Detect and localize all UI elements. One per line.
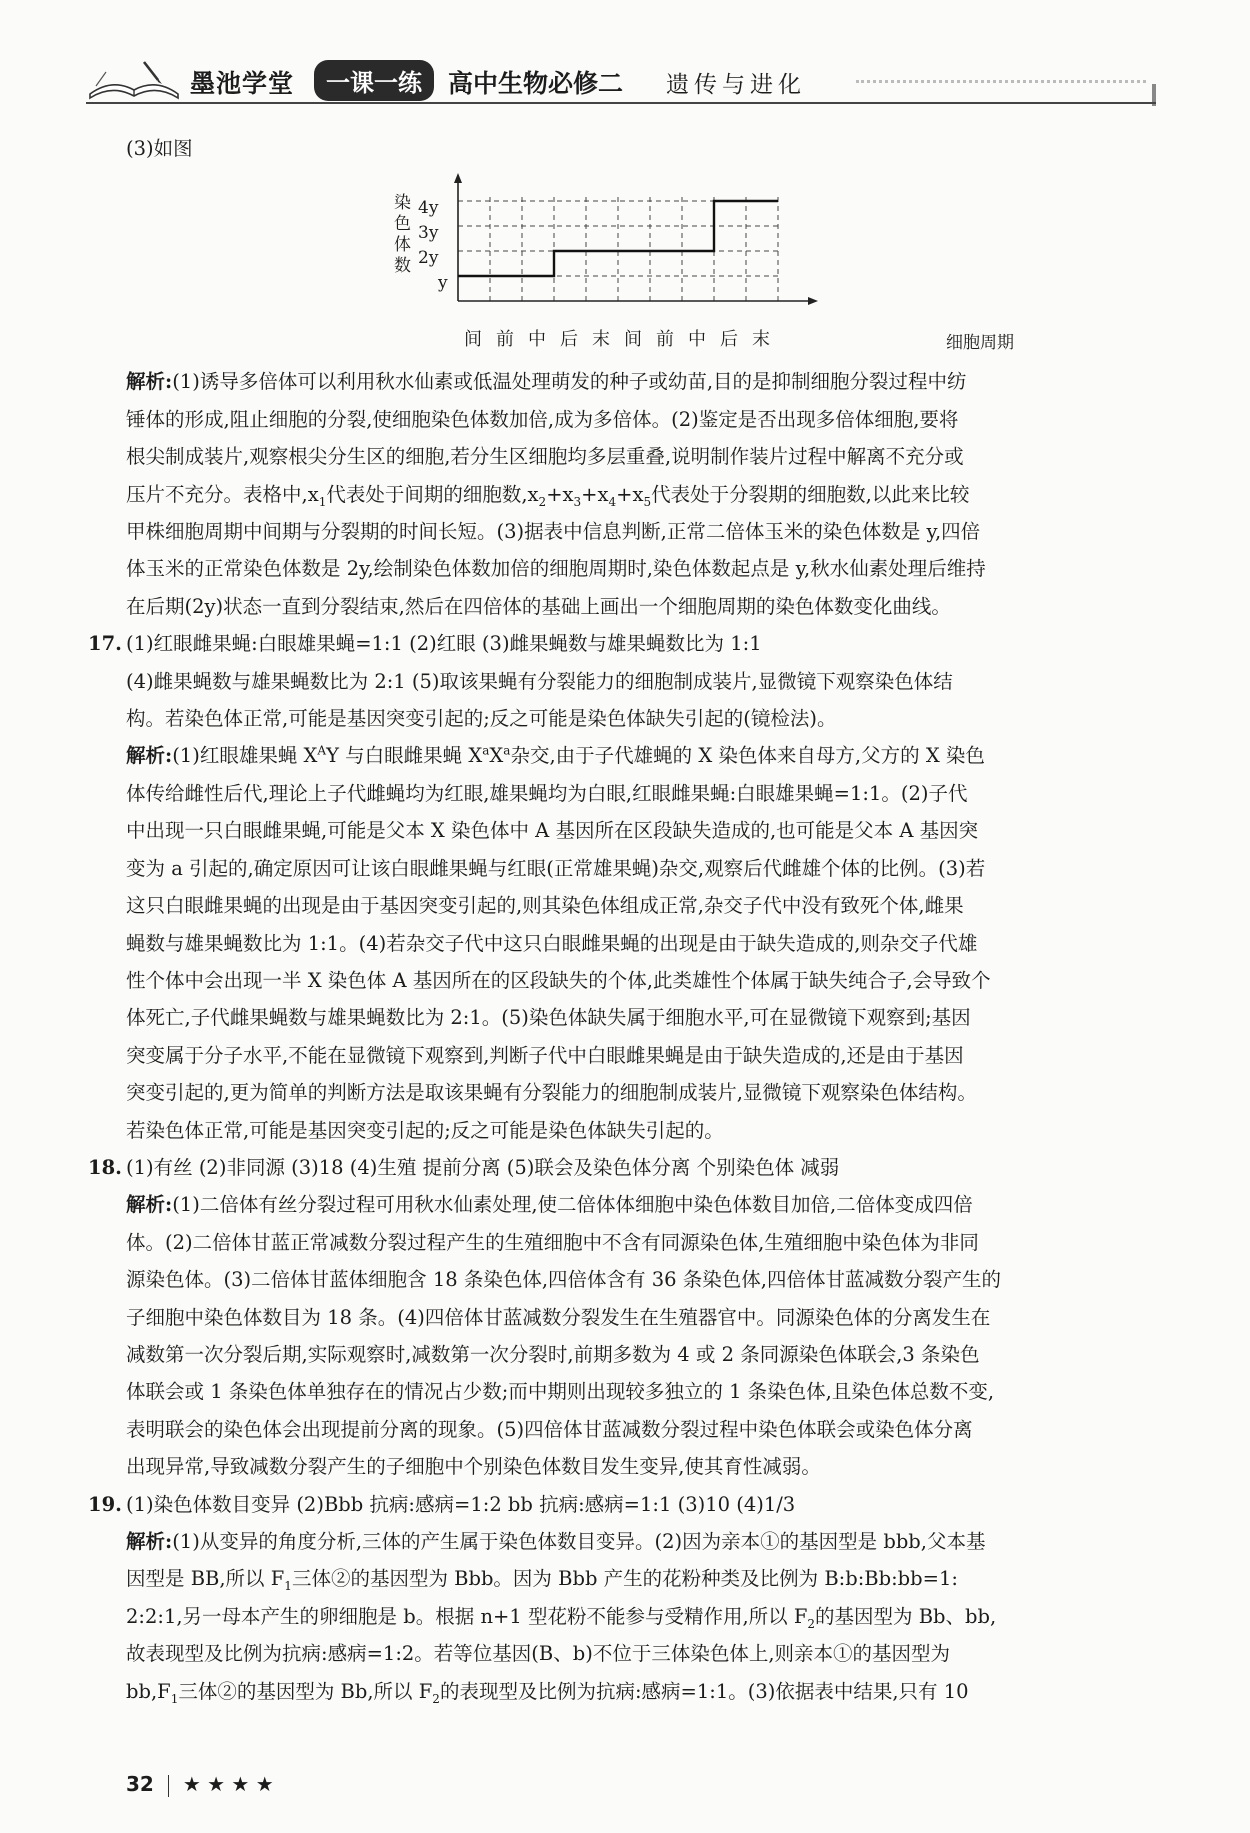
- header-rule: [86, 102, 1156, 104]
- text-line: 性个体中会出现一半 X 染色体 A 基因所在的区段缺失的个体,此类雄性个体属于缺失纯合子,会导致个: [126, 968, 991, 992]
- q19-answer: 19. (1)染色体数目变异 (2)Bbb 抗病:感病=1:2 bb 抗病:感病=1:1 (3)10 (4)1/3: [126, 1486, 1166, 1523]
- x-tick-label: 间: [464, 329, 482, 351]
- page-header: [86, 50, 1156, 106]
- page-content: [88, 130, 1166, 1710]
- footer-divider: [168, 1775, 169, 1797]
- page-footer: [126, 1772, 274, 1797]
- text-line: 因型是 BB,所以 $F_1$三体②的基因型为 Bbb。因为 Bbb 产生的花粉种类及比例为 B:b:Bb:bb=1:: [126, 1567, 958, 1594]
- x-tick-label: 间: [624, 329, 642, 351]
- q18-analysis: 解析:(1)二倍体有丝分裂过程可用秋水仙素处理,使二倍体体细胞中染色体数目加倍,二倍体变成四倍: [126, 1193, 973, 1217]
- text-line: 出现异常,导致减数分裂产生的子细胞中个别染色体数目发生变异,使其育性减弱。: [126, 1455, 821, 1479]
- y-tick-label: y: [438, 273, 448, 294]
- text-line: 根尖制成装片,观察根尖分生区的细胞,若分生区细胞均多层重叠,说明制作装片过程中解离不充分或: [126, 445, 964, 469]
- text-line: 这只白眼雌果蝇的出现是由于基因突变引起的,则其染色体组成正常,杂交子代中没有致死个体,雌果: [126, 894, 964, 918]
- y-tick-label: 2y: [418, 248, 439, 269]
- x-tick-label: 前: [656, 329, 674, 351]
- q17-answer: 17. (1)红眼雌果蝇:白眼雄果蝇=1:1 (2)红眼 (3)雌果蝇数与雄果蝇数比为 1:1: [126, 625, 1166, 662]
- x-tick-label: 中: [528, 329, 546, 351]
- text-line: 减数第一次分裂后期,实际观察时,减数第一次分裂时,前期多数为 4 或 2 条同源染色体联会,3 条染色: [126, 1342, 980, 1366]
- text-line: $bb,F_1$三体②的基因型为 Bb,所以 $F_2$的表现型及比例为抗病:感病=1:1。(3)依据表中结果,只有 10: [126, 1679, 969, 1706]
- page-number: 32: [126, 1772, 154, 1796]
- analysis-label: 解析:: [126, 744, 173, 768]
- course-subtitle: 遗传与进化: [666, 72, 806, 98]
- analysis-label: 解析:: [126, 1193, 173, 1217]
- x-tick-label: 后: [720, 329, 738, 351]
- brand-name: 墨池学堂: [190, 69, 295, 98]
- text-line: 突变属于分子水平,不能在显微镜下观察到,判断子代中白眼雌果蝇是由于缺失造成的,还是由于基因: [126, 1043, 964, 1067]
- text-line: 2:2:1,另一母本产生的卵细胞是 b。根据 n+1 型花粉不能参与受精作用,所以 $F_2$的基因型为 Bb、bb,: [126, 1604, 997, 1631]
- q17-analysis: 解析:(1)红眼雄果蝇 $X^AY$ 与白眼雌果蝇 $X^aX^a$杂交,由于子代雄蝇的 X 染色体来自母方,父方的 X 染色: [126, 743, 985, 768]
- text-line: 中出现一只白眼雌果蝇,可能是父本 X 染色体中 A 基因所在区段缺失造成的,也可能是父本 A 基因突: [126, 819, 979, 843]
- text-line: 突变引起的,更为简单的判断方法是取该果蝇有分裂能力的细胞制成装片,显微镜下观察染色体结构。: [126, 1081, 977, 1105]
- course-title: 高中生物必修二: [448, 69, 624, 98]
- difficulty-stars: ★ ★ ★ ★: [182, 1772, 274, 1796]
- y-axis-arrow-icon: [454, 173, 462, 183]
- text-line: 体玉米的正常染色体数是 2y,绘制染色体数加倍的细胞周期时,染色体数起点是 y,秋水仙素处理后维持: [126, 557, 986, 581]
- chart-x-label: 细胞周期: [946, 333, 1014, 354]
- chart-svg: [388, 173, 848, 359]
- x-tick-label: 后: [560, 329, 578, 351]
- text-line: 源染色体。(3)二倍体甘蓝体细胞含 18 条染色体,四倍体含有 36 条染色体,四倍体甘蓝减数分裂产生的: [126, 1268, 1001, 1292]
- text-line: 体传给雌性后代,理论上子代雌蝇均为红眼,雄果蝇均为白眼,红眼雌果蝇:白眼雄果蝇=1:1。(2)子代: [126, 781, 968, 805]
- chart-y-label: 染 色 体 数: [394, 193, 411, 277]
- text-line: 构。若染色体正常,可能是基因突变引起的;反之可能是染色体缺失引起的(镜检法)。: [126, 707, 837, 731]
- text-line: 子细胞中染色体数目为 18 条。(4)四倍体甘蓝减数分裂发生在生殖器官中。同源染色体的分离发生在: [126, 1305, 991, 1329]
- text-line: 蝇数与雄果蝇数比为 1:1。(4)若杂交子代中这只白眼雌果蝇的出现是由于缺失造成的,则杂交子代雄: [126, 931, 978, 955]
- book-pen-logo-icon: [86, 56, 182, 102]
- text-line: 锤体的形成,阻止细胞的分裂,使细胞染色体数加倍,成为多倍体。(2)鉴定是否出现多倍体细胞,要将: [126, 407, 959, 431]
- x-tick-label: 末: [592, 329, 610, 351]
- q18-answer: 18. (1)有丝 (2)非同源 (3)18 (4)生殖 提前分离 (5)联会及染色体分离 个别染色体 减弱: [126, 1149, 1166, 1186]
- text-line: 体。(2)二倍体甘蓝正常减数分裂过程产生的生殖细胞中不含有同源染色体,生殖细胞中染色体为非同: [126, 1230, 979, 1254]
- text-line: (4)雌果蝇数与雄果蝇数比为 2:1 (5)取该果蝇有分裂能力的细胞制成装片,显微镜下观察染色体结: [126, 669, 953, 693]
- chromosome-chart: [388, 173, 1014, 359]
- x-tick-label: 末: [752, 329, 770, 351]
- text-line: 体联会或 1 条染色体单独存在的情况占少数;而中期则出现较多独立的 1 条染色体,且染色体总数不变,: [126, 1380, 995, 1404]
- series-badge: 一课一练: [314, 60, 434, 101]
- text-line: 故表现型及比例为抗病:感病=1:2。若等位基因(B、b)不位于三体染色体上,则亲本①的基因型为: [126, 1642, 951, 1666]
- x-tick-label: 前: [496, 329, 514, 351]
- y-tick-label: 4y: [418, 198, 439, 219]
- text-line: 甲株细胞周期中间期与分裂期的时间长短。(3)据表中信息判断,正常二倍体玉米的染色体数是 y,四倍: [126, 520, 981, 544]
- q19-analysis: 解析:(1)从变异的角度分析,三体的产生属于染色体数目变异。(2)因为亲本①的基因型是 bbb,父本基: [126, 1530, 986, 1553]
- analysis-label: 解析:: [126, 1530, 173, 1553]
- analysis-label: 解析:: [126, 370, 173, 394]
- question-number: 19.: [88, 1492, 122, 1516]
- header-dotted-rule: [856, 80, 1146, 83]
- x-tick-label: 中: [688, 329, 706, 351]
- text-line: 表明联会的染色体会出现提前分离的现象。(5)四倍体甘蓝减数分裂过程中染色体联会或染色体分离: [126, 1417, 973, 1441]
- text-line: 变为 a 引起的,确定原因可让该白眼雌果蝇与红眼(正常雄果蝇)杂交,观察后代雌雄个体的比例。(3)若: [126, 856, 986, 880]
- y-tick-label: 3y: [418, 223, 439, 244]
- text-line: 若染色体正常,可能是基因突变引起的;反之可能是染色体缺失引起的。: [126, 1118, 724, 1142]
- text-line: 体死亡,子代雌果蝇数与雄果蝇数比为 2:1。(5)染色体缺失属于细胞水平,可在显微镜下观察到;基因: [126, 1006, 971, 1030]
- q16-analysis: 解析:(1)诱导多倍体可以利用秋水仙素或低温处理萌发的种子或幼苗,目的是抑制细胞分裂过程中纺: [126, 370, 967, 394]
- q16-part3-label: (3)如图: [126, 137, 193, 160]
- x-axis-arrow-icon: [808, 297, 818, 305]
- text-line: 在后期(2y)状态一直到分裂结束,然后在四倍体的基础上画出一个细胞周期的染色体数变化曲线。: [126, 594, 951, 618]
- text-line: 压片不充分。表格中$,x_1$代表处于间期的细胞数$,x_2+x_3+x_4+x_5$代表处于分裂期的细胞数,以此来比较: [126, 482, 970, 509]
- question-number: 17.: [88, 632, 122, 656]
- question-number: 18.: [88, 1155, 122, 1179]
